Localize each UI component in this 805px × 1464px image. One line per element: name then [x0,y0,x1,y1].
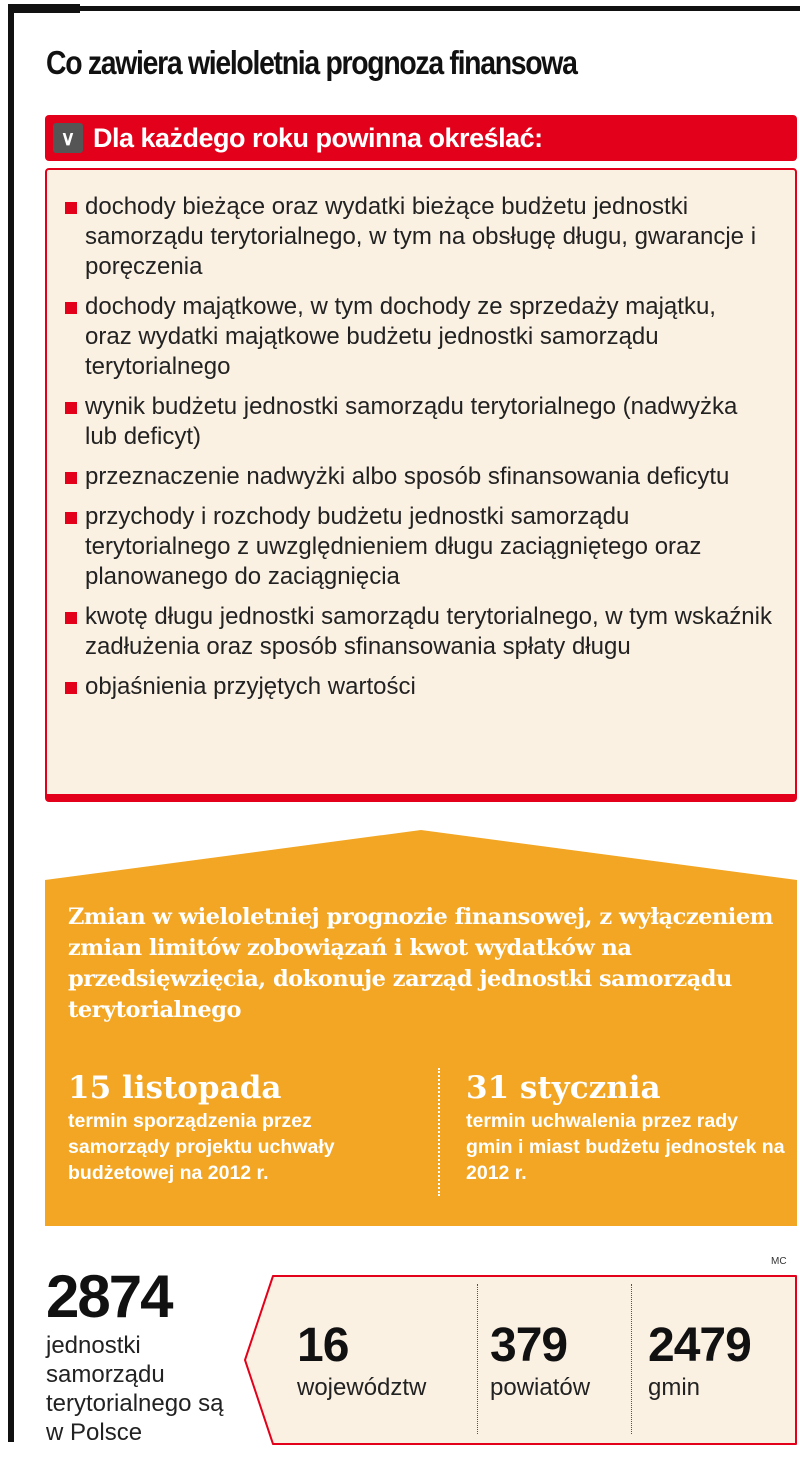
list-item-text: wynik budżetu jednostki samorządu terytorialnego (nadwyżka lub deficyt) [85,393,738,450]
bullet-icon [65,512,77,524]
deadline-date: 31 stycznia [466,1070,661,1106]
corner-rule [8,4,80,13]
divider [477,1284,478,1434]
stat-value: 379 [490,1319,568,1372]
section-header [45,115,797,161]
deadline-date: 15 listopada [68,1070,282,1106]
deadline-1 [68,1068,428,1186]
list-item-text: przeznaczenie nadwyżki albo sposób sfinansowania deficytu [85,463,730,490]
list-item [65,672,775,702]
bullet-icon [65,682,77,694]
stat-voivodeships [297,1318,426,1402]
deadline-desc: termin sporządzenia przez samorządy projektu uchwały budżetowej na 2012 r. [68,1110,335,1184]
stat-label: gmin [648,1374,701,1401]
top-rule [8,6,800,11]
stat-value: 16 [297,1319,349,1372]
divider [438,1068,440,1196]
chevron-down-icon: ∨ [53,123,83,153]
bullet-icon [65,202,77,214]
left-rule [8,6,14,1442]
total-label: jednostki samorządu terytorialnego są w Polsce [46,1332,224,1446]
list-item-text: przychody i rozchody budżetu jednostki samorządu terytorialnego z uwzględnieniem długu zaciągniętego oraz planowanego do zaciągnięcia [85,503,702,590]
list-item [65,462,775,492]
bullet-icon [65,612,77,624]
list-item [65,292,775,382]
bullet-icon [65,302,77,314]
total-count: 2874 [46,1263,172,1330]
stat-communes [648,1318,751,1402]
credit: MC [771,1256,787,1267]
list-item-text: dochody majątkowe, w tym dochody ze sprzedaży majątku, oraz wydatki majątkowe budżetu jednostki samorządu terytorialnego [85,293,716,380]
list-item-text: objaśnienia przyjętych wartości [85,673,416,700]
divider [631,1284,632,1434]
section-header-label: Dla każdego roku powinna określać: [93,122,543,153]
page-title: Co zawiera wieloletnia prognoza finansowa [46,44,577,81]
stat-label: województw [297,1374,427,1401]
list-item [65,602,775,662]
list-item [65,502,775,592]
list-item-text: kwotę długu jednostki samorządu terytorialnego, w tym wskaźnik zadłużenia oraz sposób sfinansowania spłaty długu [85,603,772,660]
stat-label: powiatów [490,1374,591,1401]
amendments-text: Zmian w wieloletniej prognozie finansowej, z wyłączeniem zmian limitów zobowiązań i kwot wydatków na przedsięwzięcia, dokonuje zarząd jednostki samorządu terytorialnego [68,904,773,1023]
list-item [65,192,775,282]
requirements-list [45,168,797,802]
stat-counties [490,1318,590,1402]
list-item-text: dochody bieżące oraz wydatki bieżące budżetu jednostki samorządu terytorialnego, w tym na obsługę długu, gwarancje i poręczenia [85,193,757,280]
stat-value: 2479 [648,1319,751,1372]
bullet-icon [65,402,77,414]
list-item [65,392,775,452]
deadline-desc: termin uchwalenia przez rady gmin i miast budżetu jednostek na 2012 r. [466,1110,785,1184]
bullet-icon [65,472,77,484]
deadline-2 [466,1068,796,1186]
